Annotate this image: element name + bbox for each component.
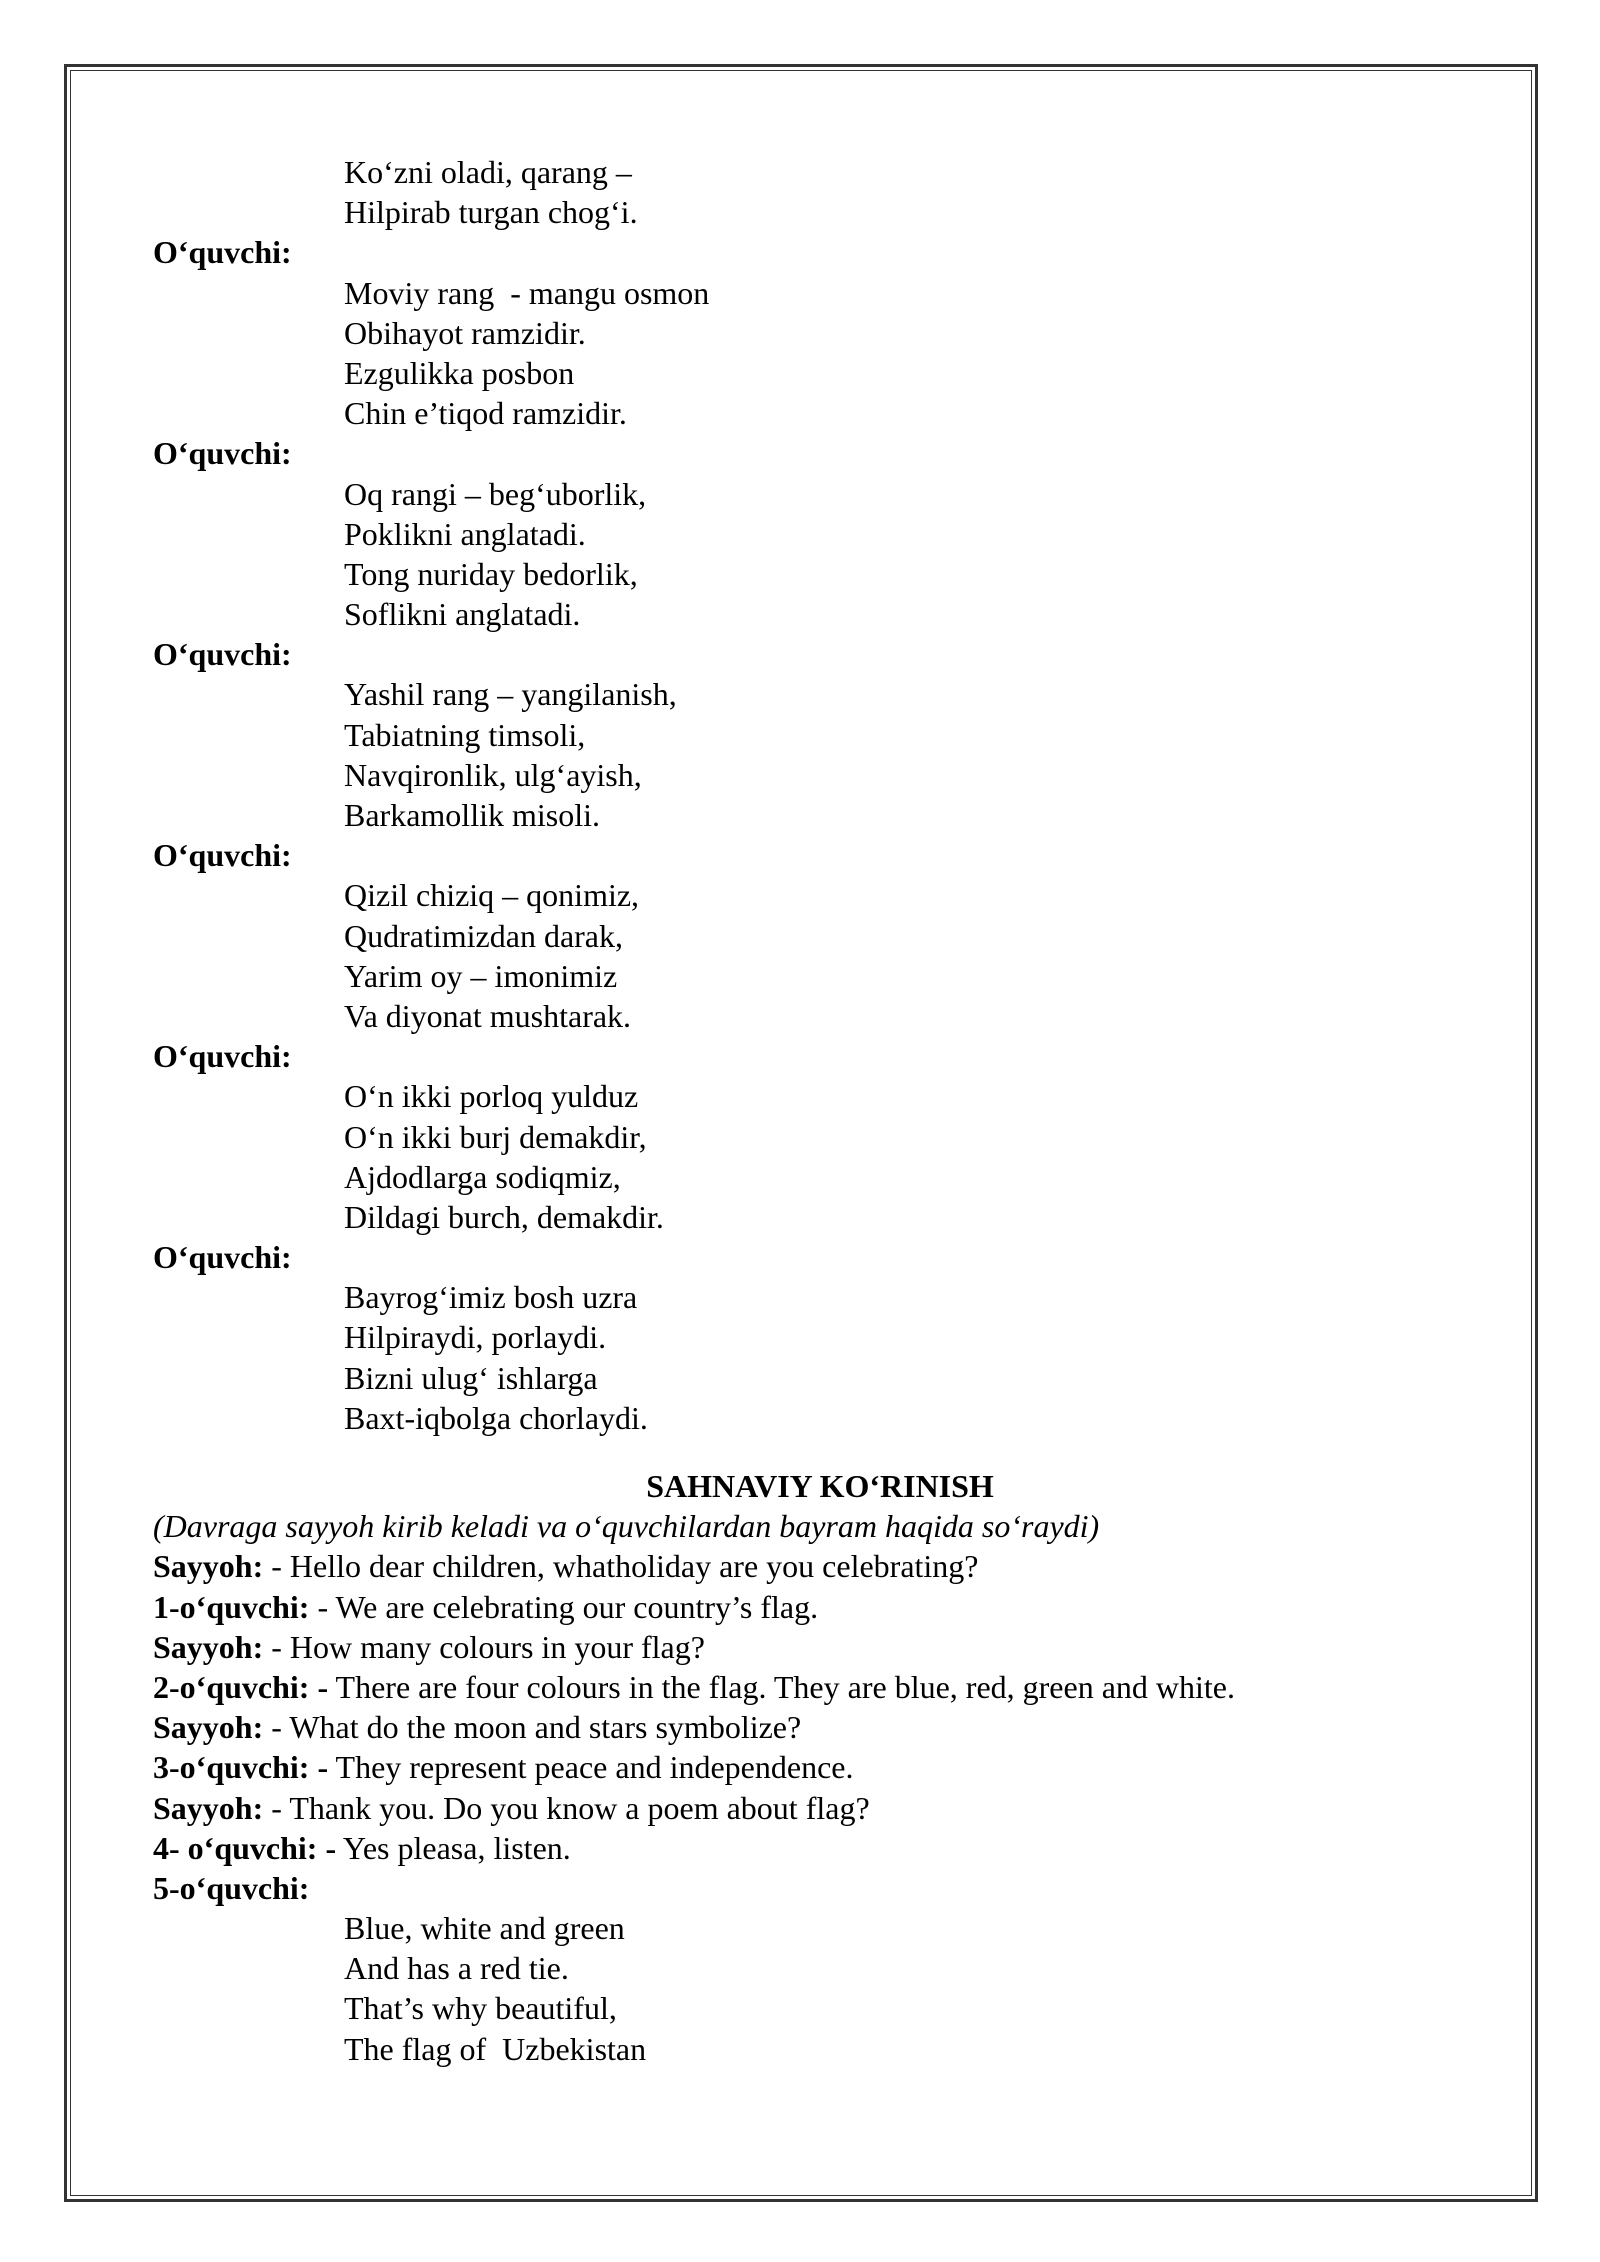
verse-line: Moviy rang - mangu osmon [344, 274, 710, 311]
dialogue-text: There are four colours in the flag. They are blue, red, green and white. [328, 1668, 1235, 1705]
scene-title: SAHNAVIY KO‘RINISH [646, 1468, 994, 1504]
verse-line: And has a red tie. [344, 1950, 569, 1987]
verse-line: The flag of Uzbekistan [344, 2030, 647, 2067]
document-body [153, 152, 1453, 2069]
verse-line: Dildagi burch, demakdir. [344, 1198, 664, 1235]
final-poem [153, 1908, 1453, 2069]
verse-line: O‘n ikki burj demakdir, [344, 1118, 647, 1155]
verse-line: Va diyonat mushtarak. [344, 997, 632, 1034]
verse-line: Soflikni anglatadi. [344, 596, 581, 633]
verse-line: Hilpirab turgan chog‘i. [344, 194, 638, 231]
speaker-label: O‘quvchi: [153, 636, 292, 673]
dialogue-line [153, 1788, 1453, 1828]
verse-line: Tabiatning timsoli, [344, 716, 586, 753]
verse-line: Baxt-iqbolga chorlaydi. [344, 1399, 648, 1436]
dialogue-speaker: Sayyoh: [153, 1628, 264, 1665]
speaker-label: O‘quvchi: [153, 1239, 292, 1276]
verse-line: Tong nuriday bedorlik, [344, 555, 638, 592]
dialogue-text: - What do the moon and stars symbolize? [263, 1709, 802, 1746]
stage-direction: (Davraga sayyoh kirib keladi va o‘quvchilardan bayram haqida so‘raydi) [153, 1508, 1100, 1545]
verse-line: Bizni ulug‘ ishlarga [344, 1359, 598, 1396]
dialogue-line [153, 1667, 1453, 1707]
verse-line: Qudratimizdan darak, [344, 917, 623, 954]
dialogue-text: They represent peace and independence. [328, 1749, 854, 1786]
dialogue-line [153, 1868, 1453, 1908]
verse-line: Ajdodlarga sodiqmiz, [344, 1158, 621, 1195]
dialogue-line [153, 1546, 1453, 1586]
poem-intro [153, 152, 1453, 232]
dialogue-text: Yes pleasa, listen. [336, 1829, 571, 1866]
verse-line: Yarim oy – imonimiz [344, 957, 618, 994]
stanzas [153, 232, 1453, 1438]
speaker-label: O‘quvchi: [153, 234, 292, 271]
dialogue-text: - Hello dear children, whatholiday are you celebrating? [263, 1548, 979, 1585]
verse-line: Ezgulikka posbon [344, 354, 575, 391]
dialogue-speaker: 5-o‘quvchi: [153, 1869, 310, 1906]
dialogue-text: - How many colours in your flag? [263, 1628, 705, 1665]
dialogue-speaker: 4- o‘quvchi: - [153, 1829, 337, 1866]
dialogue [153, 1546, 1453, 1908]
speaker-label: O‘quvchi: [153, 837, 292, 874]
verse-line: O‘n ikki porloq yulduz [344, 1078, 639, 1115]
verse-line: Poklikni anglatadi. [344, 515, 586, 552]
dialogue-line [153, 1627, 1453, 1667]
dialogue-line [153, 1587, 1453, 1627]
dialogue-text: - Thank you. Do you know a poem about flag? [263, 1789, 870, 1826]
verse-line: Qizil chiziq – qonimiz, [344, 877, 640, 914]
verse-line: Barkamollik misoli. [344, 797, 600, 833]
verse-line: Ko‘zni oladi, qarang – [344, 154, 632, 190]
dialogue-speaker: Sayyoh: [153, 1548, 264, 1585]
dialogue-speaker: Sayyoh: [153, 1709, 264, 1746]
verse-line: Chin e’tiqod ramzidir. [344, 395, 627, 432]
dialogue-line [153, 1828, 1453, 1868]
dialogue-line [153, 1707, 1453, 1747]
dialogue-speaker: 3-o‘quvchi: - [153, 1749, 329, 1786]
verse-line: Yashil rang – yangilanish, [344, 676, 677, 713]
dialogue-speaker: 2-o‘quvchi: - [153, 1668, 329, 1705]
dialogue-speaker: Sayyoh: [153, 1789, 264, 1826]
speaker-label: O‘quvchi: [153, 435, 292, 472]
dialogue-text: - We are celebrating our country’s flag. [309, 1588, 819, 1625]
verse-line: That’s why beautiful, [344, 1990, 617, 2027]
verse-line: Hilpiraydi, porlaydi. [344, 1319, 607, 1356]
verse-line: Navqironlik, ulg‘ayish, [344, 756, 642, 793]
verse-line: Bayrog‘imiz bosh uzra [344, 1279, 638, 1316]
verse-line: Obihayot ramzidir. [344, 314, 586, 351]
verse-line: Oq rangi – beg‘uborlik, [344, 475, 647, 512]
dialogue-line [153, 1747, 1453, 1787]
verse-line: Blue, white and green [344, 1910, 625, 1947]
dialogue-speaker: 1-o‘quvchi: [153, 1588, 310, 1625]
speaker-label: O‘quvchi: [153, 1038, 292, 1075]
